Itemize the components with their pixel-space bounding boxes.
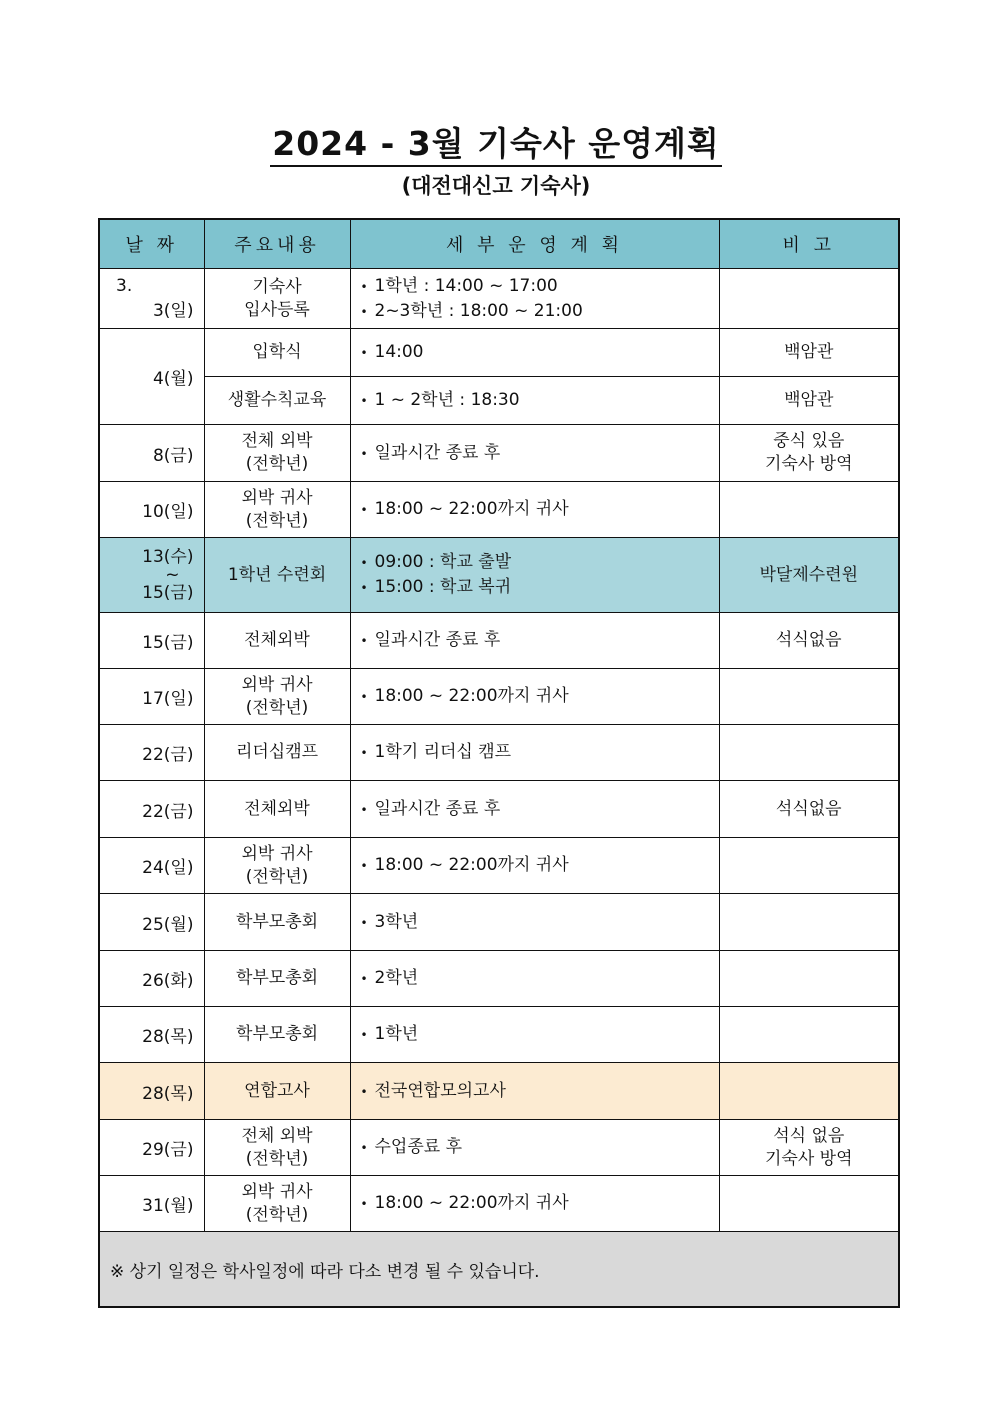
main-cell: 연합고사: [204, 1063, 350, 1120]
main-cell: [204, 669, 350, 725]
main-line: (전학년): [245, 1148, 309, 1169]
date-cell: 10(일): [99, 482, 204, 538]
main-line: 기숙사: [252, 276, 302, 297]
bullet-icon: •: [360, 346, 368, 360]
main-line: 외박 귀사: [241, 1181, 313, 1202]
date-range-sep: ~: [165, 565, 180, 585]
note-cell: 석식없음: [719, 781, 899, 838]
detail-line: • 1학년 : 14:00 ~ 17:00: [361, 274, 719, 299]
note-line: 중식 있음: [773, 431, 845, 451]
main-cell: 입학식: [204, 329, 350, 377]
detail-cell: • 18:00 ~ 22:00까지 귀사: [350, 482, 719, 538]
table-row: [99, 1007, 899, 1063]
note-cell: [719, 725, 899, 781]
detail-cell: • 1학기 리더십 캠프: [350, 725, 719, 781]
main-cell: [204, 1176, 350, 1232]
date-cell: [99, 538, 204, 613]
note-cell: [719, 1176, 899, 1232]
date-start: 13(수): [142, 547, 194, 567]
table-row: [99, 377, 899, 425]
note-cell: [719, 838, 899, 894]
main-cell: 전체외박: [204, 781, 350, 838]
date-month: 3.: [116, 276, 133, 296]
page-subtitle: (대전대신고 기숙사): [401, 174, 591, 198]
detail-cell: • 일과시간 종료 후: [350, 613, 719, 669]
bullet-icon: •: [360, 503, 368, 517]
detail-cell: • 일과시간 종료 후: [350, 425, 719, 482]
date-cell: 22(금): [99, 725, 204, 781]
main-cell: 전체외박: [204, 613, 350, 669]
table-row: [99, 613, 899, 669]
date-cell: 25(월): [99, 894, 204, 951]
date-day: 3(일): [152, 301, 194, 321]
detail-line: • 2~3학년 : 18:00 ~ 21:00: [361, 299, 719, 324]
note-cell: [719, 951, 899, 1007]
header-note: 비 고: [719, 219, 899, 269]
detail-line: • 15:00 : 학교 복귀: [361, 575, 719, 600]
bullet-icon: •: [360, 1197, 368, 1211]
detail-cell: • 1학년: [350, 1007, 719, 1063]
date-cell: 4(월): [99, 329, 204, 425]
date-cell: 26(화): [99, 951, 204, 1007]
detail-line: • 09:00 : 학교 출발: [361, 550, 719, 575]
bullet-icon: •: [360, 1084, 368, 1099]
date-cell: [99, 269, 204, 329]
bullet-icon: •: [360, 802, 368, 817]
bullet-icon: •: [360, 446, 368, 461]
main-line: (전학년): [245, 697, 309, 718]
date-cell: 24(일): [99, 838, 204, 894]
main-cell: [204, 425, 350, 482]
bullet-icon: •: [360, 915, 368, 930]
main-cell: [204, 482, 350, 538]
main-line: 전체 외박: [241, 1125, 313, 1146]
table-row: [99, 781, 899, 838]
note-cell: [719, 1063, 899, 1120]
schedule-table: [98, 218, 900, 1308]
date-cell: 28(목): [99, 1007, 204, 1063]
note-cell: 박달제수련원: [719, 538, 899, 613]
note-line: 기숙사 방역: [764, 454, 853, 474]
detail-cell: • 18:00 ~ 22:00까지 귀사: [350, 669, 719, 725]
note-cell: [719, 269, 899, 329]
header-main: 주요내용: [204, 219, 350, 269]
note-cell: [719, 669, 899, 725]
note-cell: 백암관: [719, 329, 899, 377]
table-row: [99, 951, 899, 1007]
table-row: [99, 1120, 899, 1176]
bullet-icon: •: [360, 581, 368, 595]
bullet-icon: •: [360, 556, 368, 570]
bullet-icon: •: [360, 279, 368, 294]
bullet-icon: •: [360, 304, 368, 319]
main-line: 외박 귀사: [241, 487, 313, 508]
main-cell: [204, 838, 350, 894]
detail-cell: • 3학년: [350, 894, 719, 951]
bullet-icon: •: [360, 634, 368, 648]
main-cell: 생활수칙교육: [204, 377, 350, 425]
table-row: [99, 838, 899, 894]
main-line: (전학년): [245, 510, 309, 531]
footer-row: [99, 1232, 899, 1308]
detail-cell: • 전국연합모의고사: [350, 1063, 719, 1120]
bullet-icon: •: [360, 746, 368, 760]
date-cell: 15(금): [99, 613, 204, 669]
date-end: 15(금): [142, 583, 194, 603]
bullet-icon: •: [360, 859, 368, 873]
header-date: 날 짜: [99, 219, 204, 269]
bullet-icon: •: [360, 690, 368, 704]
detail-cell: • 수업종료 후: [350, 1120, 719, 1176]
detail-cell: [350, 269, 719, 329]
table-row: [99, 329, 899, 377]
detail-cell: • 18:00 ~ 22:00까지 귀사: [350, 1176, 719, 1232]
note-cell: [719, 1007, 899, 1063]
main-line: (전학년): [245, 866, 309, 887]
main-cell: 학부모총회: [204, 951, 350, 1007]
detail-cell: [350, 538, 719, 613]
detail-cell: • 2학년: [350, 951, 719, 1007]
table-row: [99, 894, 899, 951]
bullet-icon: •: [360, 972, 368, 986]
note-cell: [719, 482, 899, 538]
date-cell: 8(금): [99, 425, 204, 482]
date-cell: 28(목): [99, 1063, 204, 1120]
detail-cell: • 14:00: [350, 329, 719, 377]
date-cell: 29(금): [99, 1120, 204, 1176]
detail-cell: • 1 ~ 2학년 : 18:30: [350, 377, 719, 425]
main-line: (전학년): [245, 1204, 309, 1225]
table-row: [99, 669, 899, 725]
main-line: 외박 귀사: [241, 843, 313, 864]
note-cell: [719, 1120, 899, 1176]
table-row: [99, 269, 899, 329]
main-cell: 학부모총회: [204, 894, 350, 951]
date-cell: 22(금): [99, 781, 204, 838]
date-cell: 17(일): [99, 669, 204, 725]
note-cell: [719, 894, 899, 951]
bullet-icon: •: [360, 1141, 368, 1155]
main-line: 전체 외박: [241, 431, 313, 451]
table-header-row: [99, 219, 899, 269]
table-row-highlight: [99, 1063, 899, 1120]
table-row: [99, 1176, 899, 1232]
main-cell: [204, 269, 350, 329]
main-line: 외박 귀사: [241, 674, 313, 695]
note-line: 기숙사 방역: [764, 1148, 853, 1169]
note-cell: 백암관: [719, 377, 899, 425]
main-cell: 리더십캠프: [204, 725, 350, 781]
main-cell: [204, 1120, 350, 1176]
main-cell: 학부모총회: [204, 1007, 350, 1063]
note-cell: [719, 425, 899, 482]
header-detail: 세 부 운 영 계 획: [350, 219, 719, 269]
main-line: (전학년): [245, 454, 309, 474]
date-cell: 31(월): [99, 1176, 204, 1232]
detail-cell: • 18:00 ~ 22:00까지 귀사: [350, 838, 719, 894]
table-row: [99, 482, 899, 538]
note-cell: 석식없음: [719, 613, 899, 669]
footer-note: ※ 상기 일정은 학사일정에 따라 다소 변경 될 수 있습니다.: [99, 1232, 899, 1308]
main-cell: 1학년 수련회: [204, 538, 350, 613]
bullet-icon: •: [360, 1028, 368, 1042]
main-line: 입사등록: [244, 299, 310, 320]
bullet-icon: •: [360, 394, 368, 408]
table-row: [99, 425, 899, 482]
table-row: [99, 725, 899, 781]
detail-cell: • 일과시간 종료 후: [350, 781, 719, 838]
table-row-highlight: [99, 538, 899, 613]
note-line: 석식 없음: [773, 1125, 845, 1146]
page-title: 2024 - 3월 기숙사 운영계획: [0, 118, 992, 165]
